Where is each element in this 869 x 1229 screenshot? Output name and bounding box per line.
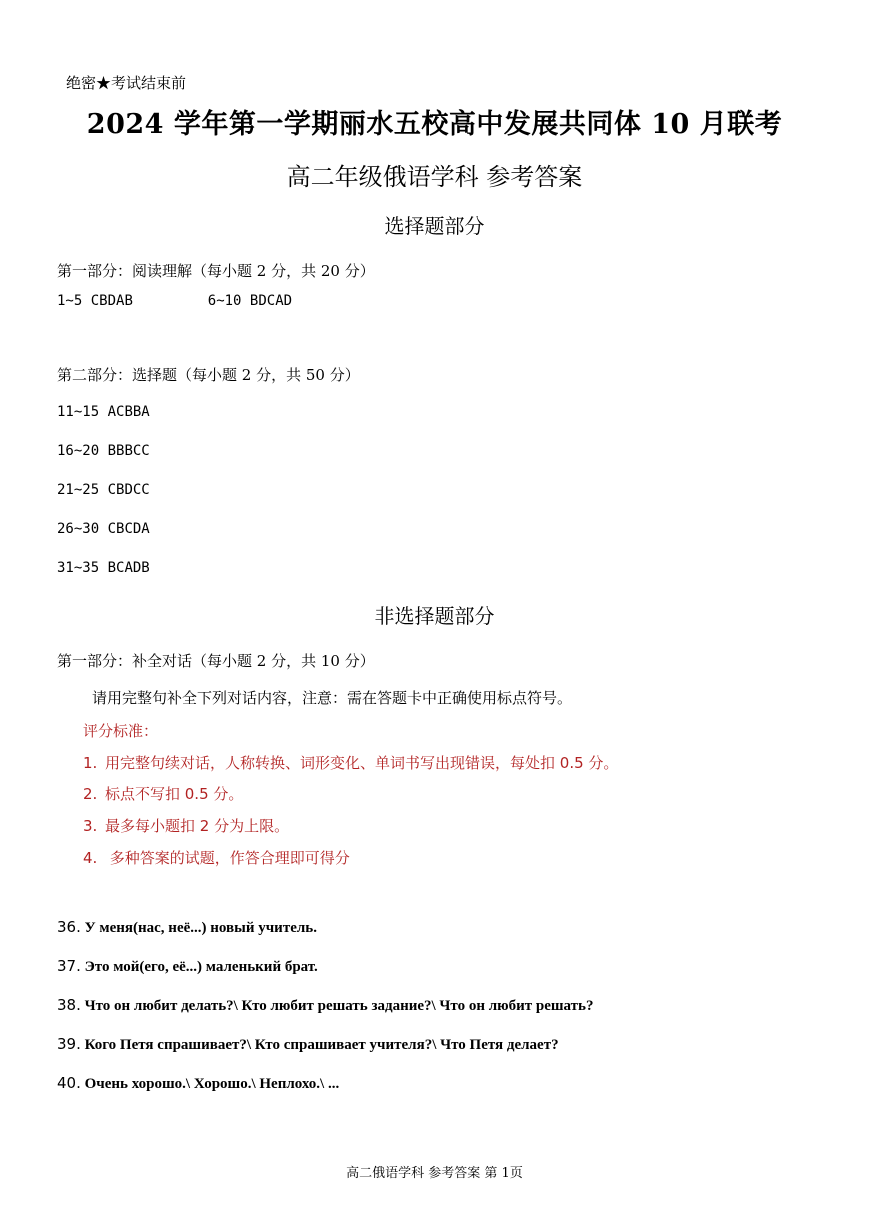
page-footer: 高二俄语学科 参考答案 第 1页 bbox=[346, 1166, 523, 1181]
question-number: 37. bbox=[57, 957, 81, 975]
answer-keys: BBBCC bbox=[107, 443, 150, 459]
question-answer: Это мой(его, её...) маленький брат. bbox=[84, 959, 318, 975]
answer-range: 21~25 bbox=[57, 482, 100, 498]
subjective-section-heading: 非选择题部分 bbox=[374, 604, 495, 628]
answer-item bbox=[57, 1074, 339, 1093]
question-number: 39. bbox=[57, 1035, 81, 1053]
answer-item bbox=[57, 957, 318, 976]
criteria-number: 4. bbox=[83, 849, 98, 867]
question-answer: Кого Петя спрашивает?\ Кто спрашивает учителя?\ Что Петя делает? bbox=[84, 1037, 559, 1053]
answer-item bbox=[57, 918, 317, 937]
answer-keys: CBCDA bbox=[107, 521, 150, 537]
answer-row bbox=[57, 560, 150, 576]
criteria-item bbox=[83, 783, 243, 804]
answer-keys: CBDAB bbox=[90, 293, 133, 309]
objective-section-heading: 选择题部分 bbox=[384, 214, 485, 238]
answer-range: 31~35 bbox=[57, 560, 100, 576]
answer-row bbox=[57, 443, 150, 459]
question-answer: Очень хорошо.\ Хорошо.\ Неплохо.\ ... bbox=[84, 1076, 340, 1092]
criteria-number: 1. bbox=[83, 754, 98, 772]
answer-range: 11~15 bbox=[57, 404, 100, 420]
question-number: 38. bbox=[57, 996, 81, 1014]
page-subtitle: 高二年级俄语学科 参考答案 bbox=[286, 163, 583, 191]
answer-range: 16~20 bbox=[57, 443, 100, 459]
answer-keys: ACBBA bbox=[107, 404, 150, 420]
subjective-part1-title: 第一部分：补全对话（每小题 2 分，共 10 分） bbox=[57, 652, 375, 670]
criteria-text: 多种答案的试题，作答合理即可得分 bbox=[105, 849, 350, 867]
answer-row bbox=[57, 521, 150, 537]
criteria-item bbox=[83, 752, 618, 773]
criteria-item bbox=[83, 815, 289, 836]
question-number: 36. bbox=[57, 918, 81, 936]
answer-row bbox=[57, 293, 292, 309]
answer-row bbox=[57, 482, 150, 498]
instruction-text: 请用完整句补全下列对话内容，注意：需在答题卡中正确使用标点符号。 bbox=[92, 689, 573, 707]
confidential-label: 绝密★考试结束前 bbox=[66, 74, 187, 92]
criteria-item bbox=[83, 847, 350, 868]
criteria-text: 标点不写扣 0.5 分。 bbox=[105, 785, 244, 803]
page-title: 2024 学年第一学期丽水五校高中发展共同体 10 月联考 bbox=[86, 109, 783, 140]
answer-keys: BDCAD bbox=[249, 293, 293, 309]
answer-keys: BCADB bbox=[107, 560, 150, 576]
question-answer: Что он любит делать?\ Кто любит решать задание?\ Что он любит решать? bbox=[84, 998, 594, 1014]
question-answer: У меня(нас, неё...) новый учитель. bbox=[84, 920, 317, 936]
answer-range: 26~30 bbox=[57, 521, 100, 537]
criteria-title: 评分标准： bbox=[83, 722, 159, 740]
answer-item bbox=[57, 996, 593, 1015]
criteria-text: 用完整句续对话，人称转换、词形变化、单词书写出现错误，每处扣 0.5 分。 bbox=[105, 754, 619, 772]
criteria-number: 2. bbox=[83, 785, 98, 803]
answer-keys: CBDCC bbox=[107, 482, 150, 498]
answer-range: 6~10 bbox=[207, 293, 242, 309]
criteria-text: 最多每小题扣 2 分为上限。 bbox=[105, 817, 290, 835]
criteria-number: 3. bbox=[83, 817, 98, 835]
objective-part2-title: 第二部分：选择题（每小题 2 分，共 50 分） bbox=[57, 366, 360, 384]
answer-row bbox=[57, 404, 150, 420]
question-number: 40. bbox=[57, 1074, 81, 1092]
answer-item bbox=[57, 1035, 559, 1054]
answer-range: 1~5 bbox=[57, 293, 83, 309]
objective-part1-title: 第一部分：阅读理解（每小题 2 分，共 20 分） bbox=[57, 262, 375, 280]
